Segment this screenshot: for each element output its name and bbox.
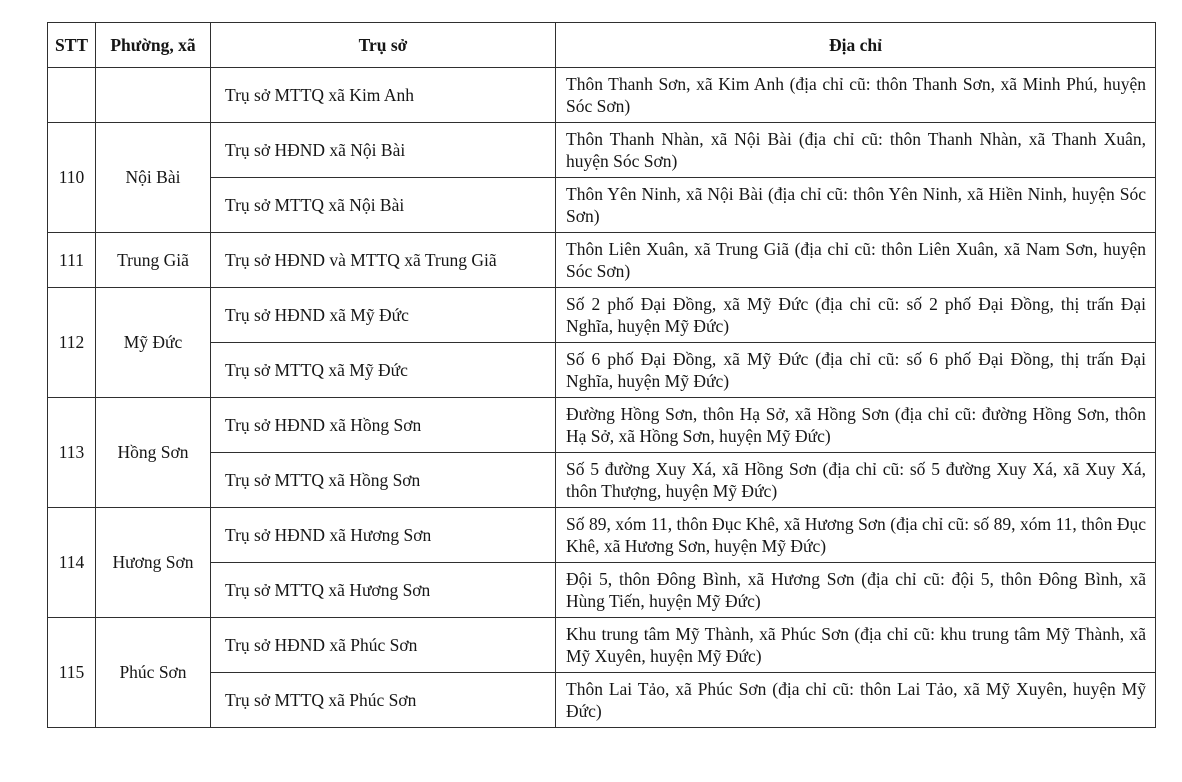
office-cell: Trụ sở HĐND xã Mỹ Đức <box>211 288 556 343</box>
address-cell: Số 2 phố Đại Đồng, xã Mỹ Đức (địa chỉ cũ: số 2 phố Đại Đồng, thị trấn Đại Nghĩa, huyện Mỹ Đức) <box>556 288 1156 343</box>
office-cell: Trụ sở HĐND xã Hồng Sơn <box>211 398 556 453</box>
header-row <box>48 23 1156 68</box>
office-cell: Trụ sở HĐND xã Hương Sơn <box>211 508 556 563</box>
office-cell: Trụ sở MTTQ xã Hồng Sơn <box>211 453 556 508</box>
ward-cell: Mỹ Đức <box>96 288 211 398</box>
table-header <box>48 23 1156 68</box>
ward-cell <box>96 68 211 123</box>
stt-cell: 113 <box>48 398 96 508</box>
office-cell: Trụ sở MTTQ xã Mỹ Đức <box>211 343 556 398</box>
address-cell: Thôn Thanh Sơn, xã Kim Anh (địa chỉ cũ: thôn Thanh Sơn, xã Minh Phú, huyện Sóc Sơn) <box>556 68 1156 123</box>
address-cell: Số 5 đường Xuy Xá, xã Hồng Sơn (địa chỉ cũ: số 5 đường Xuy Xá, xã Xuy Xá, thôn Thượng, huyện Mỹ Đức) <box>556 453 1156 508</box>
address-cell: Khu trung tâm Mỹ Thành, xã Phúc Sơn (địa chỉ cũ: khu trung tâm Mỹ Thành, xã Mỹ Xuyên, huyện Mỹ Đức) <box>556 618 1156 673</box>
office-cell: Trụ sở HĐND xã Phúc Sơn <box>211 618 556 673</box>
ward-cell: Nội Bài <box>96 123 211 233</box>
header-ward: Phường, xã <box>96 23 211 68</box>
table-row <box>48 618 1156 673</box>
table-row <box>48 233 1156 288</box>
ward-cell: Hồng Sơn <box>96 398 211 508</box>
address-cell: Số 6 phố Đại Đồng, xã Mỹ Đức (địa chỉ cũ: số 6 phố Đại Đồng, thị trấn Đại Nghĩa, huyện Mỹ Đức) <box>556 343 1156 398</box>
table-row <box>48 123 1156 178</box>
table-row <box>48 398 1156 453</box>
address-cell: Đội 5, thôn Đông Bình, xã Hương Sơn (địa chỉ cũ: đội 5, thôn Đông Bình, xã Hùng Tiến, huyện Mỹ Đức) <box>556 563 1156 618</box>
office-cell: Trụ sở MTTQ xã Phúc Sơn <box>211 673 556 728</box>
table-row <box>48 508 1156 563</box>
stt-cell <box>48 68 96 123</box>
offices-table <box>47 22 1156 728</box>
address-cell: Đường Hồng Sơn, thôn Hạ Sở, xã Hồng Sơn (địa chỉ cũ: đường Hồng Sơn, thôn Hạ Sở, xã Hồng Sơn, huyện Mỹ Đức) <box>556 398 1156 453</box>
table-row <box>48 288 1156 343</box>
office-cell: Trụ sở MTTQ xã Kim Anh <box>211 68 556 123</box>
header-address: Địa chỉ <box>556 23 1156 68</box>
address-cell: Số 89, xóm 11, thôn Đục Khê, xã Hương Sơn (địa chỉ cũ: số 89, xóm 11, thôn Đục Khê, xã Hương Sơn, huyện Mỹ Đức) <box>556 508 1156 563</box>
table-row <box>48 673 1156 728</box>
office-cell: Trụ sở MTTQ xã Nội Bài <box>211 178 556 233</box>
stt-cell: 110 <box>48 123 96 233</box>
header-office: Trụ sở <box>211 23 556 68</box>
table-row <box>48 178 1156 233</box>
stt-cell: 114 <box>48 508 96 618</box>
address-cell: Thôn Thanh Nhàn, xã Nội Bài (địa chỉ cũ: thôn Thanh Nhàn, xã Thanh Xuân, huyện Sóc Sơn) <box>556 123 1156 178</box>
stt-cell: 115 <box>48 618 96 728</box>
ward-cell: Hương Sơn <box>96 508 211 618</box>
table-row <box>48 563 1156 618</box>
header-stt: STT <box>48 23 96 68</box>
address-cell: Thôn Yên Ninh, xã Nội Bài (địa chỉ cũ: thôn Yên Ninh, xã Hiền Ninh, huyện Sóc Sơn) <box>556 178 1156 233</box>
offices-table-body <box>48 68 1156 728</box>
ward-cell: Trung Giã <box>96 233 211 288</box>
table-row <box>48 453 1156 508</box>
address-cell: Thôn Lai Tảo, xã Phúc Sơn (địa chỉ cũ: thôn Lai Tảo, xã Mỹ Xuyên, huyện Mỹ Đức) <box>556 673 1156 728</box>
table-row <box>48 68 1156 123</box>
stt-cell: 111 <box>48 233 96 288</box>
table-row <box>48 343 1156 398</box>
stt-cell: 112 <box>48 288 96 398</box>
office-cell: Trụ sở HĐND và MTTQ xã Trung Giã <box>211 233 556 288</box>
office-cell: Trụ sở MTTQ xã Hương Sơn <box>211 563 556 618</box>
ward-cell: Phúc Sơn <box>96 618 211 728</box>
address-cell: Thôn Liên Xuân, xã Trung Giã (địa chỉ cũ: thôn Liên Xuân, xã Nam Sơn, huyện Sóc Sơn) <box>556 233 1156 288</box>
office-cell: Trụ sở HĐND xã Nội Bài <box>211 123 556 178</box>
